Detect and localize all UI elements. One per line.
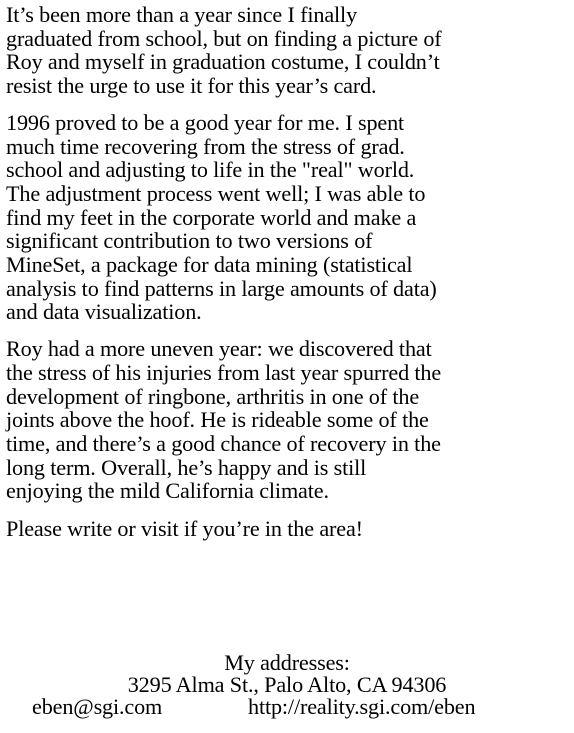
text-line: resist the urge to use it for this year’s card. <box>6 73 377 99</box>
text-line: school and adjusting to life in the "real" world. <box>6 157 415 183</box>
paragraph-closing <box>6 517 572 541</box>
text-line: development of ringbone, arthritis in one of the <box>6 383 420 409</box>
text-line: Roy and myself in graduation costume, I couldn’t <box>6 49 440 75</box>
address-block <box>0 652 574 720</box>
contact-row <box>0 696 574 720</box>
text-line: long term. Overall, he’s happy and is still <box>6 454 367 480</box>
text-line: analysis to find patterns in large amounts of data) <box>6 275 437 301</box>
postal-address: 3295 Alma St., Palo Alto, CA 94306 <box>127 672 447 697</box>
website-url[interactable]: http://reality.sgi.com/eben <box>248 694 476 719</box>
text-line: MineSet, a package for data mining (statistical <box>6 252 413 278</box>
letter-body <box>6 3 572 541</box>
text-line: Please write or visit if you’re in the area! <box>6 516 363 542</box>
email-address[interactable]: eben@sgi.com <box>32 694 163 719</box>
text-line: graduated from school, but on finding a picture of <box>6 25 442 51</box>
text-line: time, and there’s a good chance of recovery in the <box>6 430 441 456</box>
text-line: find my feet in the corporate world and make a <box>6 204 417 230</box>
text-line: The adjustment process went well; I was able to <box>6 180 426 206</box>
text-line: 1996 proved to be a good year for me. I spent <box>6 109 405 135</box>
paragraph-roy-update <box>6 337 572 503</box>
paragraph-graduation <box>6 3 572 98</box>
address-heading: My addresses: <box>224 650 350 675</box>
text-line: and data visualization. <box>6 299 202 325</box>
text-line: enjoying the mild California climate. <box>6 478 329 504</box>
text-line: Roy had a more uneven year: we discovered that <box>6 336 432 362</box>
text-line: significant contribution to two versions of <box>6 228 373 254</box>
text-line: the stress of his injuries from last year spurred the <box>6 359 442 385</box>
text-line: joints above the hoof. He is rideable some of the <box>6 407 429 433</box>
text-line: It’s been more than a year since I finally <box>6 2 358 27</box>
paragraph-1996-year <box>6 111 572 324</box>
text-line: much time recovering from the stress of grad. <box>6 133 405 159</box>
